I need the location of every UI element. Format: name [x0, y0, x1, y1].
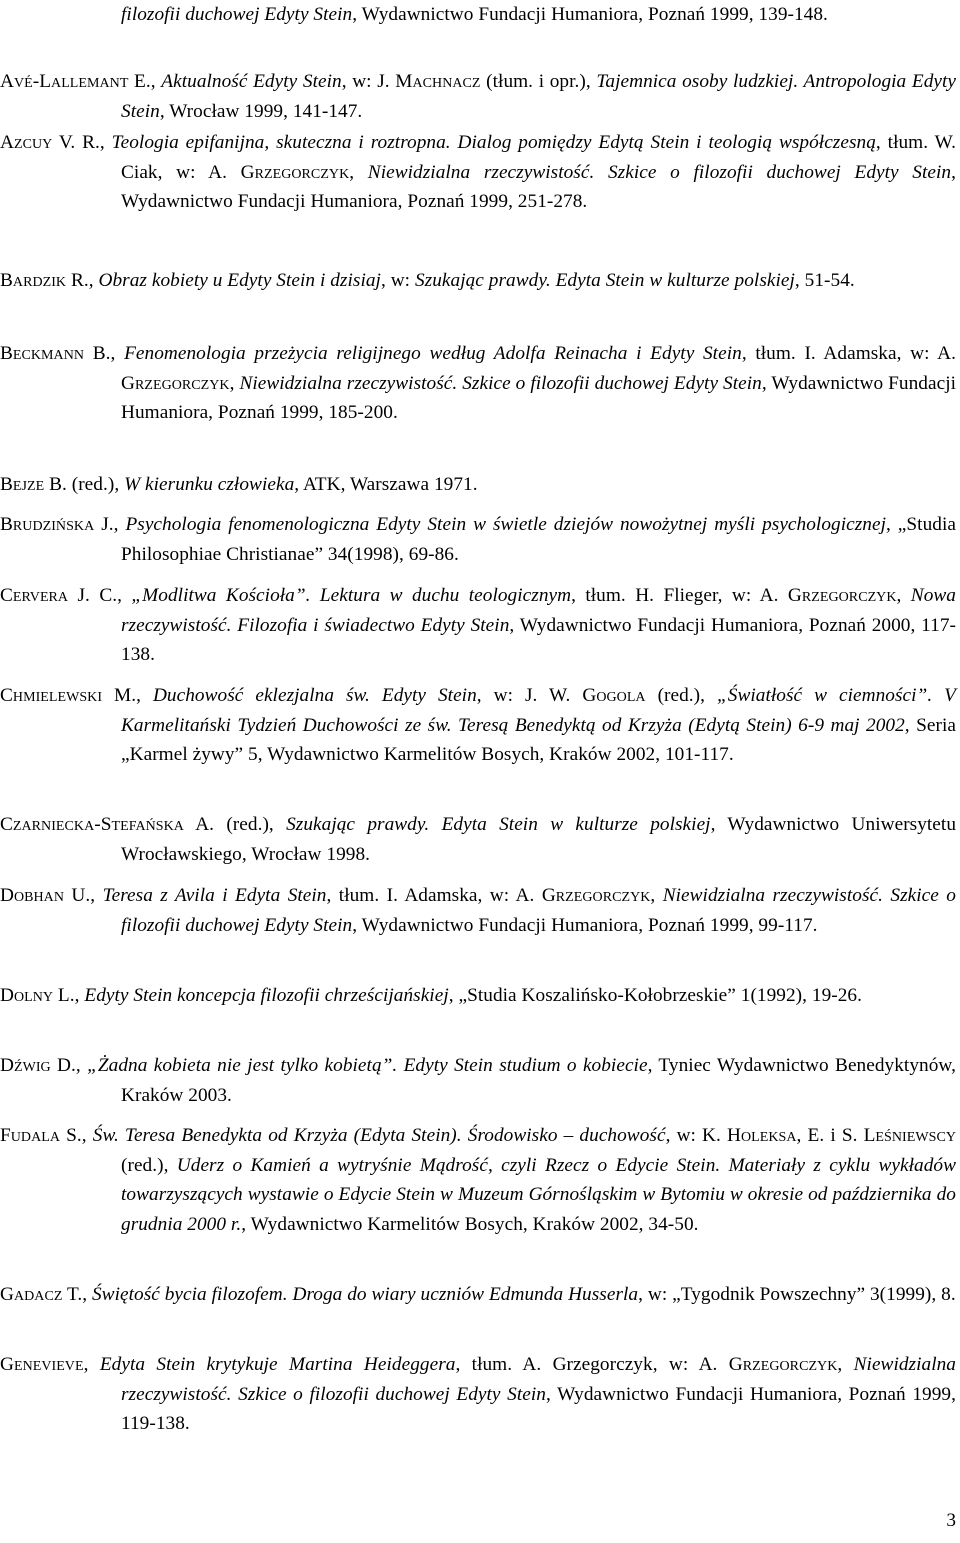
entry-text: (red.),: [121, 1154, 177, 1176]
author-name: Holeksa: [727, 1125, 797, 1146]
author-name: Grzegorczyk: [121, 372, 230, 394]
entry-text: , Wydawnictwo Uniwersytetu Wrocławskiego, Wrocław 1998.: [121, 814, 957, 865]
bibliography-entry: [0, 1280, 956, 1310]
entry-text: , w: J.: [341, 71, 396, 92]
author-name: Czarniecka-Stefańska: [0, 814, 184, 835]
author-name: Genevieve: [0, 1354, 84, 1375]
work-title: Tajemnica osoby ludzkiej. Antropologia Edyty Stein: [121, 71, 957, 122]
work-title: Duchowość eklezjalna św. Edyty Stein: [152, 685, 477, 706]
bibliography-entry: [0, 881, 956, 940]
author-name: Bardzik: [0, 270, 67, 291]
bibliography-entry: [121, 0, 956, 30]
work-title: Niewidzialna rzeczywistość. Szkice o filozofii duchowej Edyty Stein: [121, 1354, 956, 1405]
entry-text: , w: K.: [665, 1125, 728, 1146]
entry-text: L.,: [53, 985, 85, 1006]
entry-text: , Wrocław 1999, 141-147.: [159, 100, 363, 122]
entry-text: ,: [650, 885, 663, 906]
entry-text: M.,: [102, 685, 153, 706]
entry-text: B.,: [84, 343, 125, 364]
work-title: Teresa z Avila i Edyta Stein: [102, 885, 327, 906]
entry-text: , Wydawnictwo Karmelitów Bosych, Kraków 2002, 34-50.: [241, 1213, 699, 1235]
author-name: Dolny: [0, 985, 54, 1006]
entry-text: D.,: [50, 1055, 88, 1076]
entry-text: , Wydawnictwo Fundacji Humaniora, Poznań 1999, 251-278.: [121, 161, 956, 212]
work-title: Niewidzialna rzeczywistość. Szkice o filozofii duchowej Edyty Stein: [121, 885, 956, 936]
entry-text: A. (red.),: [183, 814, 287, 835]
entry-text: ,: [837, 1354, 854, 1375]
entry-text: , Wydawnictwo Fundacji Humaniora, Poznań 1999, 119-138.: [121, 1383, 956, 1434]
entry-text: J.,: [94, 514, 126, 535]
work-title: Uderz o Kamień a wytryśnie Mądrość, czyli Rzecz o Edycie Stein. Materiały z cyklu wykładów towarzyszących wystawie o Edycie Stein w Muzeum Górnośląskim w Bytomiu w okresie od października do grudnia 2000 r.: [121, 1154, 956, 1235]
work-title: „Żadna kobieta nie jest tylko kobietą”. Edyty Stein studium o kobiecie: [87, 1055, 648, 1076]
author-name: Leśniewscy: [863, 1125, 956, 1146]
entry-text: R.,: [66, 270, 99, 291]
work-title: Teologia epifanijna, skuteczna i roztropna. Dialog pomiędzy Edytą Stein i teologią współczesną: [111, 132, 876, 153]
author-name: Machnacz: [395, 71, 481, 92]
author-name: Chmielewski: [0, 685, 103, 706]
entry-text: E.,: [128, 71, 162, 92]
work-title: Nowa rzeczywistość. Filozofia i świadectwo Edyty Stein: [121, 585, 956, 636]
author-name: Beckmann: [0, 343, 85, 364]
entry-text: B. (red.),: [44, 474, 125, 495]
author-name: Azcuy: [0, 132, 53, 153]
entry-text: ,: [83, 1354, 100, 1375]
entry-text: , w: J. W.: [476, 685, 583, 706]
work-title: Edyty Stein koncepcja filozofii chrześcijańskiej: [84, 985, 449, 1006]
entry-text: , „Studia Philosophiae Christianae” 34(1998), 69-86.: [121, 514, 956, 565]
entry-text: , Wydawnictwo Fundacji Humaniora, Poznań 1999, 139-148.: [352, 4, 828, 25]
bibliography-entry: [0, 339, 957, 428]
entry-text: U.,: [64, 885, 103, 906]
entry-text: , 51-54.: [794, 270, 855, 291]
author-name: Fudala: [0, 1125, 61, 1146]
bibliography-entry: [0, 128, 956, 217]
entry-text: , tłum. W. Ciak, w: A.: [121, 132, 956, 183]
entry-text: , Wydawnictwo Fundacji Humaniora, Poznań 1999, 99-117.: [352, 914, 818, 936]
entry-text: ,: [896, 585, 911, 606]
work-title: „Światłość w ciemności”. V Karmelitański Tydzień Duchowości ze św. Teresą Benedyktą od Krzyża (Edytą Stein) 6-9 maj 2002: [121, 685, 956, 736]
bibliography-entry: [0, 1051, 956, 1110]
entry-text: , Wydawnictwo Fundacji Humaniora, Poznań 1999, 185-200.: [121, 372, 957, 423]
entry-text: , Tyniec Wydawnictwo Benedyktynów, Kraków 2003.: [121, 1055, 956, 1106]
entry-text: , ATK, Warszawa 1971.: [294, 474, 478, 495]
work-title: Fenomenologia przeżycia religijnego według Adolfa Reinacha i Edyty Stein: [124, 343, 742, 364]
work-title: Św. Teresa Benedykta od Krzyża (Edyta Stein). Środowisko – duchowość: [92, 1125, 666, 1146]
author-name: Dźwig: [0, 1055, 51, 1076]
work-title: „Modlitwa Kościoła”. Lektura w duchu teologicznym: [131, 585, 572, 606]
entry-text: ,: [229, 372, 240, 394]
work-title: Świętość bycia filozofem. Droga do wiary uczniów Edmunda Husserla: [91, 1284, 639, 1305]
work-title: Edyta Stein krytykuje Martina Heideggera: [99, 1354, 456, 1375]
author-name: Grzegorczyk: [728, 1354, 838, 1375]
entry-text: , tłum. A. Grzegorczyk, w: A.: [455, 1354, 729, 1375]
work-title: W kierunku człowieka: [124, 474, 295, 495]
bibliography-entry: [0, 1350, 956, 1439]
author-name: Grzegorczyk: [541, 885, 651, 906]
work-title: Szukając prawdy. Edyta Stein w kulturze polskiej: [414, 270, 795, 291]
entry-text: , „Studia Koszalińsko-Kołobrzeskie” 1(1992), 19-26.: [448, 985, 862, 1006]
work-title: Niewidzialna rzeczywistość. Szkice o filozofii duchowej Edyty Stein: [367, 161, 952, 183]
bibliography-entry: [0, 1121, 956, 1239]
author-name: Grzegorczyk: [787, 585, 897, 606]
work-title: Niewidzialna rzeczywistość. Szkice o filozofii duchowej Edyty Stein: [239, 372, 762, 394]
work-title: Obraz kobiety u Edyty Stein i dzisiaj: [98, 270, 381, 291]
author-name: Gadacz: [0, 1284, 63, 1305]
entry-text: (red.),: [645, 685, 717, 706]
author-name: Dobhan: [0, 885, 65, 906]
entry-text: , Wydawnictwo Fundacji Humaniora, Poznań 2000, 117-138.: [121, 614, 956, 665]
bibliography-entry: [0, 810, 957, 869]
entry-text: ,: [349, 161, 368, 183]
entry-text: J. C.,: [68, 585, 132, 606]
entry-text: , w: „Tygodnik Powszechny” 3(1999), 8.: [638, 1284, 956, 1305]
author-name: Gogola: [582, 685, 646, 706]
author-name: Cervera: [0, 585, 69, 606]
work-title: Psychologia fenomenologiczna Edyty Stein w świetle dziejów nowożytnej myśli psychologicznej: [125, 514, 886, 535]
author-name: Grzegorczyk: [240, 161, 350, 183]
bibliography-entry: [0, 510, 956, 569]
entry-text: , tłum. H. Flieger, w: A.: [571, 585, 788, 606]
bibliography-entry: [0, 67, 957, 126]
bibliography-entry: [0, 470, 956, 500]
work-title: filozofii duchowej Edyty Stein: [121, 4, 353, 25]
entry-text: (tłum. i opr.),: [480, 71, 597, 92]
entry-text: , E. i S.: [796, 1125, 864, 1146]
entry-text: T.,: [62, 1284, 92, 1305]
entry-text: , tłum. I. Adamska, w: A.: [326, 885, 542, 906]
entry-text: , tłum. I. Adamska, w: A.: [741, 343, 956, 364]
bibliography-entry: [0, 266, 956, 296]
work-title: Aktualność Edyty Stein: [161, 71, 342, 92]
page-number: 3: [946, 1510, 956, 1531]
author-name: Brudzińska: [0, 514, 95, 535]
entry-text: V. R.,: [52, 132, 112, 153]
author-name: Bejze: [0, 474, 45, 495]
entry-text: , Seria „Karmel żywy” 5, Wydawnictwo Karmelitów Bosych, Kraków 2002, 101-117.: [121, 714, 957, 765]
work-title: Szukając prawdy. Edyta Stein w kulturze polskiej: [286, 814, 711, 835]
entry-text: , w:: [380, 270, 415, 291]
entry-text: S.,: [60, 1125, 93, 1146]
bibliography-entry: [0, 681, 957, 770]
bibliography-entry: [0, 981, 956, 1011]
author-name: Avé-Lallemant: [0, 71, 129, 92]
bibliography-entry: [0, 581, 956, 670]
